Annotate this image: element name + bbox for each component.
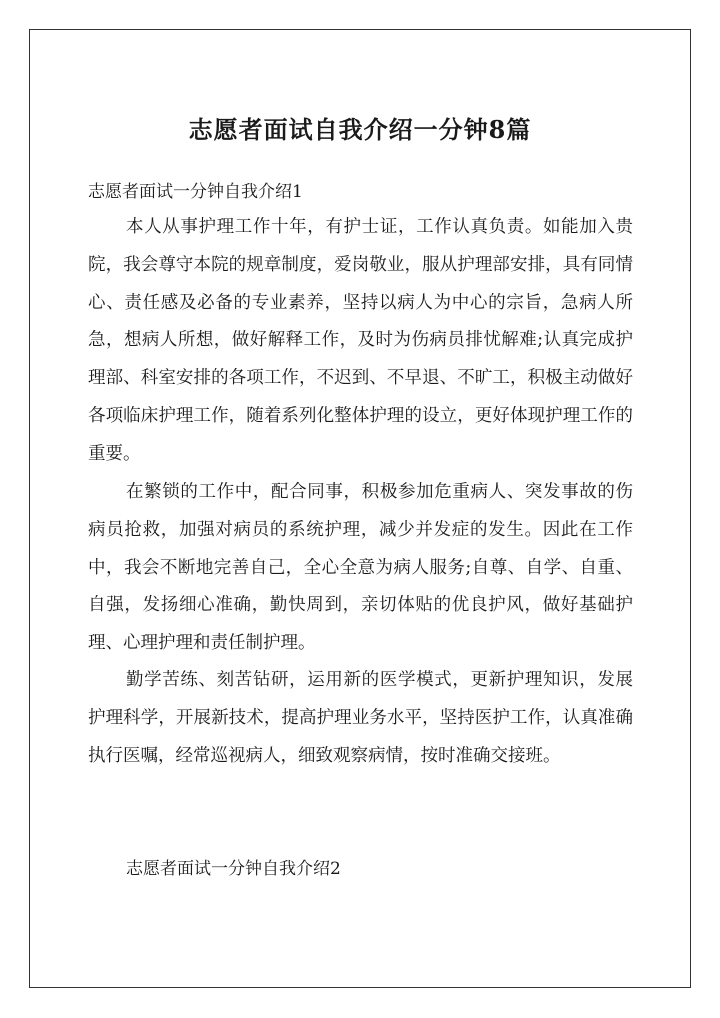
section-heading-1: 志愿者面试一分钟自我介绍1 <box>88 182 303 202</box>
document-title: 志愿者面试自我介绍一分钟8篇 <box>188 115 532 144</box>
section-heading-2: 志愿者面试一分钟自我介绍2 <box>126 859 341 879</box>
paragraph-3: 勤学苦练、刻苦钻研，运用新的医学模式，更新护理知识，发展护理科学，开展新技术，提高护理业务水平，坚持医护工作，认真准确执行医嘱，经常巡视病人，细致观察病情，按时准确交接班。 <box>88 670 633 766</box>
paragraph-1: 本人从事护理工作十年，有护士证，工作认真负责。如能加入贵院，我会尊守本院的规章制度，爱岗敬业，服从护理部安排，具有同情心、责任感及必备的专业素养，坚持以病人为中心的宗旨，急病人所急，想病人所想，做好解释工作，及时为伤病员排忧解难;认真完成护理部、科室安排的各项工作，不迟到、不早退、不旷工，积极主动做好各项临床护理工作，随着系列化整体护理的设立，更好体现护理工作的重要。 <box>88 217 633 464</box>
paragraph-2: 在繁锁的工作中，配合同事，积极参加危重病人、突发事故的伤病员抢救，加强对病员的系统护理，减少并发症的发生。因此在工作中，我会不断地完善自己，全心全意为病人服务;自尊、自学、自重、自强，发扬细心准确，勤快周到，亲切体贴的优良护风，做好基础护理、心理护理和责任制护理。 <box>88 482 633 654</box>
